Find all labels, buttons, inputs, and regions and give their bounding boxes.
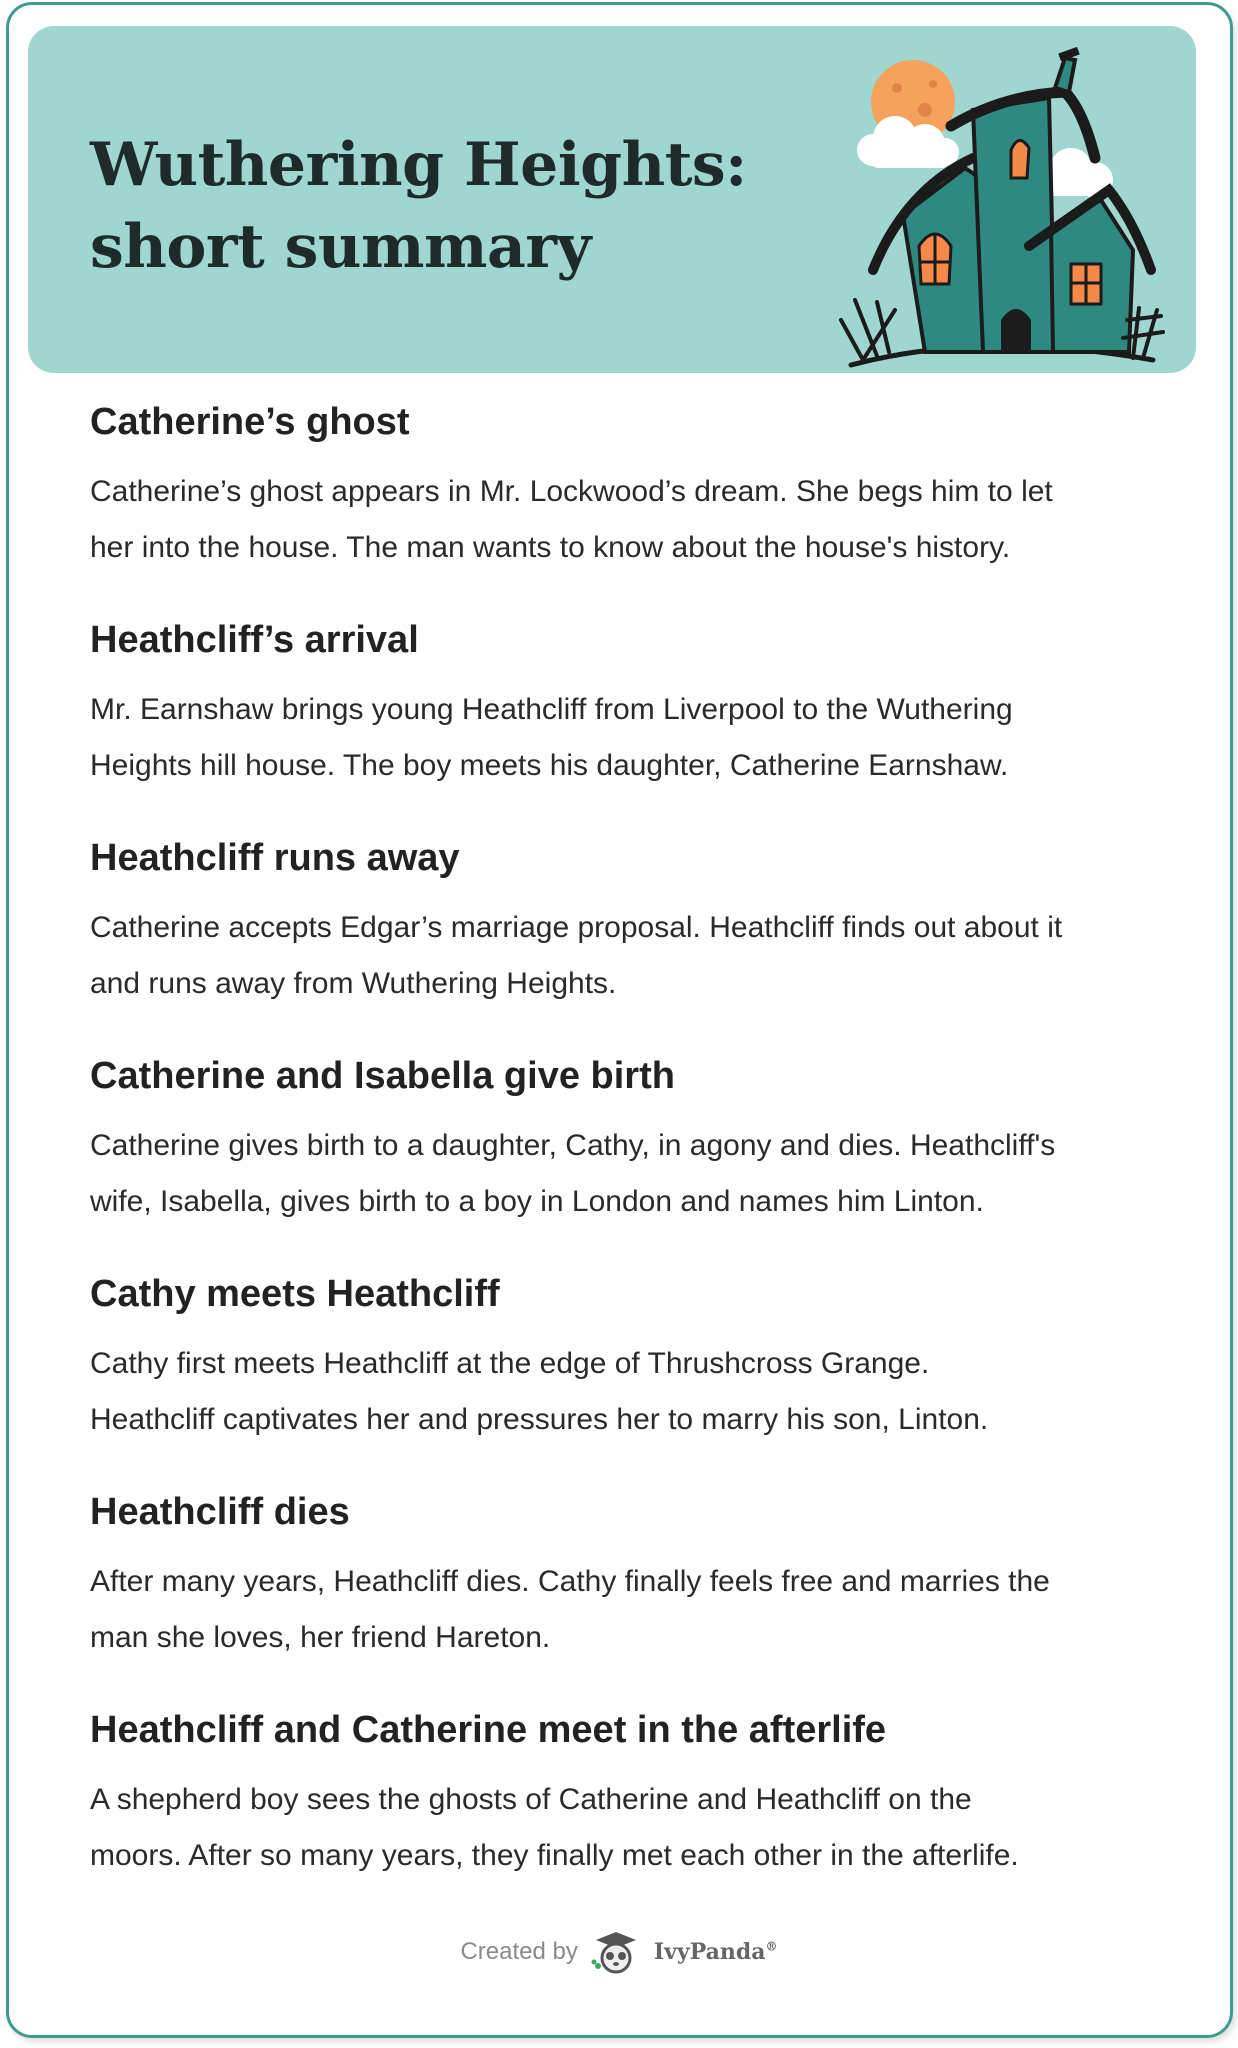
section-afterlife (90, 1706, 1180, 1884)
section-text-line: Catherine accepts Edgar’s marriage proposal. Heathcliff finds out about it (90, 911, 1063, 944)
footer-credit (0, 1922, 1238, 1982)
registered-mark: ® (765, 1939, 778, 1954)
section-heading: Heathcliff’s arrival (90, 619, 419, 661)
section-text-line: Catherine gives birth to a daughter, Cathy, in agony and dies. Heathcliff's (90, 1129, 1056, 1162)
section-text-line: Cathy first meets Heathcliff at the edge of Thrushcross Grange. (90, 1347, 930, 1380)
section-text-line: A shepherd boy sees the ghosts of Catherine and Heathcliff on the (90, 1783, 972, 1816)
section-heading: Catherine’s ghost (90, 401, 410, 443)
summary-content (90, 398, 1180, 1924)
ivypanda-logo-icon (590, 1926, 642, 1978)
section-heathcliff-runs-away (90, 834, 1180, 1012)
section-text-line: moors. After so many years, they finally met each other in the afterlife. (90, 1839, 1019, 1872)
section-text (90, 1554, 1180, 1666)
door-icon (1001, 309, 1031, 352)
section-text-line: Catherine’s ghost appears in Mr. Lockwood’s dream. She begs him to let (90, 475, 1053, 508)
section-heading: Heathcliff runs away (90, 837, 460, 879)
header-banner (28, 26, 1196, 373)
haunted-house-illustration (833, 40, 1173, 370)
brand-name (654, 1939, 778, 1965)
page-title (90, 124, 747, 288)
section-heathcliff-dies (90, 1488, 1180, 1666)
title-line-1: Wuthering Heights: (90, 130, 747, 200)
section-heading: Heathcliff dies (90, 1491, 350, 1533)
section-catherine-isabella-birth (90, 1052, 1180, 1230)
brand-text: IvyPanda (653, 1939, 766, 1965)
section-heading: Heathcliff and Catherine meet in the afterlife (90, 1709, 887, 1751)
section-text-line: her into the house. The man wants to know about the house's history. (90, 531, 1011, 564)
section-text-line: Mr. Earnshaw brings young Heathcliff from Liverpool to the Wuthering (90, 693, 1013, 726)
section-text (90, 464, 1180, 576)
section-heading: Catherine and Isabella give birth (90, 1055, 675, 1097)
section-text-line: After many years, Heathcliff dies. Cathy finally feels free and marries the (90, 1565, 1050, 1598)
plant-left-icon (841, 300, 895, 360)
section-text (90, 682, 1180, 794)
title-line-2: short summary (90, 212, 591, 282)
section-cathy-meets-heathcliff (90, 1270, 1180, 1448)
section-heading: Cathy meets Heathcliff (90, 1273, 500, 1315)
section-text (90, 1118, 1180, 1230)
section-text-line: Heathcliff captivates her and pressures her to marry his son, Linton. (90, 1403, 989, 1436)
created-by-label: Created by (460, 1938, 578, 1965)
window-left-icon (919, 234, 951, 284)
window-right-icon (1071, 264, 1101, 304)
section-heathcliffs-arrival (90, 616, 1180, 794)
section-text (90, 900, 1180, 1012)
section-text-line: and runs away from Wuthering Heights. (90, 967, 617, 1000)
section-text-line: Heights hill house. The boy meets his daughter, Catherine Earnshaw. (90, 749, 1009, 782)
section-text-line: man she loves, her friend Hareton. (90, 1621, 551, 1654)
window-tower-icon (1011, 140, 1029, 178)
section-text (90, 1772, 1180, 1884)
section-text (90, 1336, 1180, 1448)
section-text-line: wife, Isabella, gives birth to a boy in London and names him Linton. (90, 1185, 984, 1218)
section-catherines-ghost (90, 398, 1180, 576)
